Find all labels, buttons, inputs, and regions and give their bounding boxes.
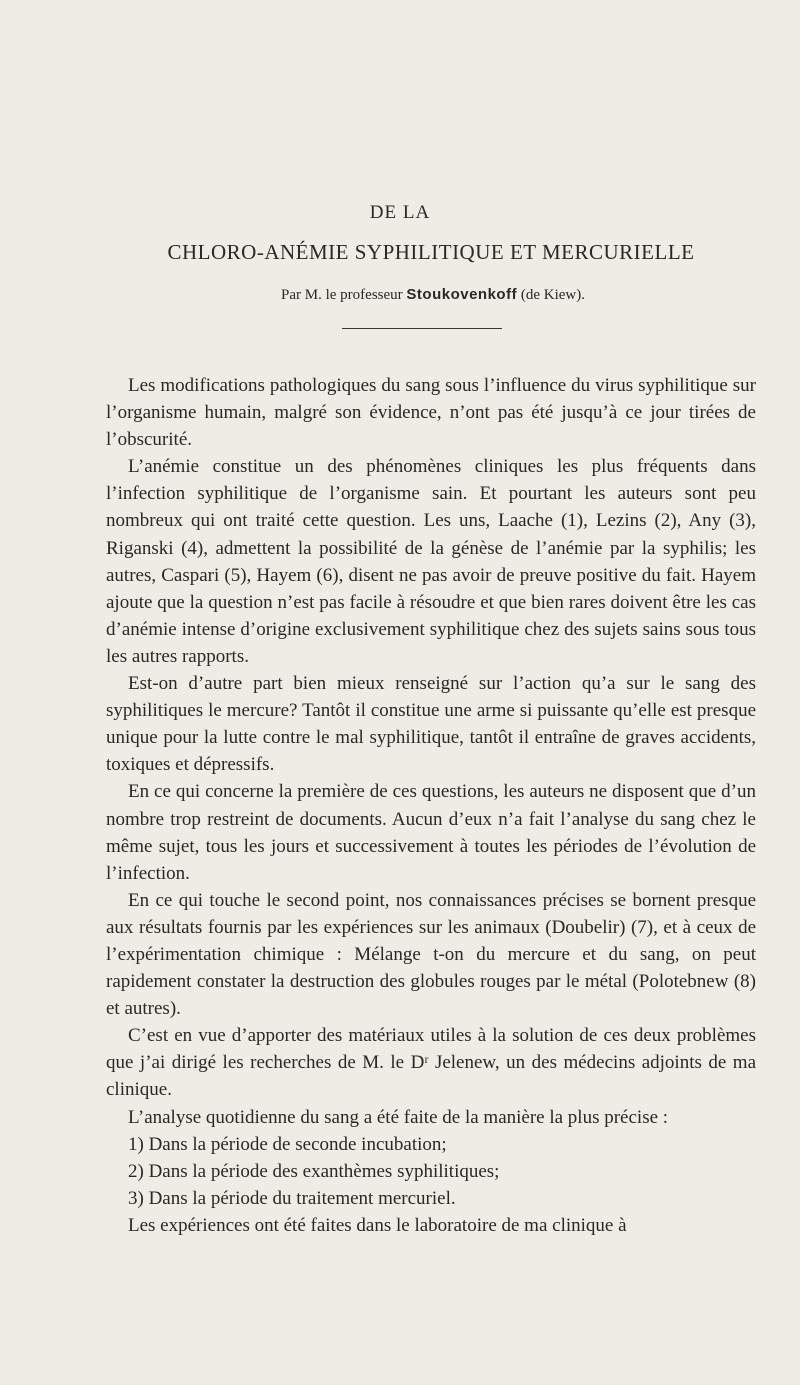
list-item: 1) Dans la période de seconde incubation;	[128, 1133, 447, 1155]
title-prefix: DE LA	[369, 202, 431, 223]
paragraph: Est-on d’autre part bien mieux renseigné sur l’action qu’a sur le sang des syphilitiques le mercure? Tantôt il constitue une arme si puissante qu’elle est presque unique pour la lutte contre le mal syphilitique, tantôt il entraîne de graves accidents, toxiques et dépressifs.	[106, 673, 756, 776]
paragraph: En ce qui touche le second point, nos connaissances précises se bornent presque aux résultats fournis par les expériences sur les animaux (Doubelir) (7), et à ceux de l’expérimentation chimique : Mélange t-on du mercure et du sang, on peut rapidement constater la destruction des globules rouges par le métal (Polotebnew (8) et autres).	[106, 889, 756, 1020]
byline-prefix: Par M. le professeur	[281, 287, 403, 303]
author-name: Stoukovenkoff	[406, 286, 518, 303]
paragraph: En ce qui concerne la première de ces questions, les auteurs ne disposent que d’un nombre trop restreint de documents. Aucun d’eux n’a fait l’analyse du sang chez le même sujet, tous les jours et successivement à toutes les périodes de l’évolution de l’infection.	[106, 781, 756, 884]
article-body	[106, 372, 756, 1239]
paragraph: L’analyse quotidienne du sang a été faite de la manière la plus précise :	[128, 1106, 669, 1128]
paragraph: C’est en vue d’apporter des matériaux utiles à la solution de ces deux problèmes que j’ai dirigé les recherches de M. le Dʳ Jelenew, un des médecins adjoints de ma clinique.	[106, 1025, 756, 1101]
title-divider	[342, 328, 502, 329]
byline	[0, 286, 800, 304]
paragraph: L’anémie constitue un des phénomènes cliniques les plus fréquents dans l’infection syphilitique de l’organisme sain. Et pourtant les auteurs sont peu nombreux qui ont traité cette question. Les uns, Laache (1), Lezins (2), Any (3), Riganski (4), admettent la possibilité de la génèse de l’anémie par la syphilis; les autres, Caspari (5), Hayem (6), disent ne pas avoir de preuve positive du fait. Hayem ajoute que la question n’est pas facile à résoudre et que bien rares doivent être les cas d’anémie intense d’origine exclusivement syphilitique chez des sujets sains sous tous les autres rapports.	[106, 456, 756, 667]
list-item: 3) Dans la période du traitement mercuriel.	[128, 1187, 456, 1209]
list-item: 2) Dans la période des exanthèmes syphilitiques;	[128, 1160, 500, 1182]
paragraph: Les modifications pathologiques du sang sous l’influence du virus syphilitique sur l’organisme humain, malgré son évidence, n’ont pas été jusqu’à ce jour tirées de l’obscurité.	[106, 375, 756, 451]
byline-suffix: (de Kiew).	[520, 287, 585, 303]
paragraph: Les expériences ont été faites dans le laboratoire de ma clinique à	[128, 1214, 627, 1236]
page-title: CHLORO-ANÉMIE SYPHILITIQUE ET MERCURIELLE	[167, 240, 695, 264]
